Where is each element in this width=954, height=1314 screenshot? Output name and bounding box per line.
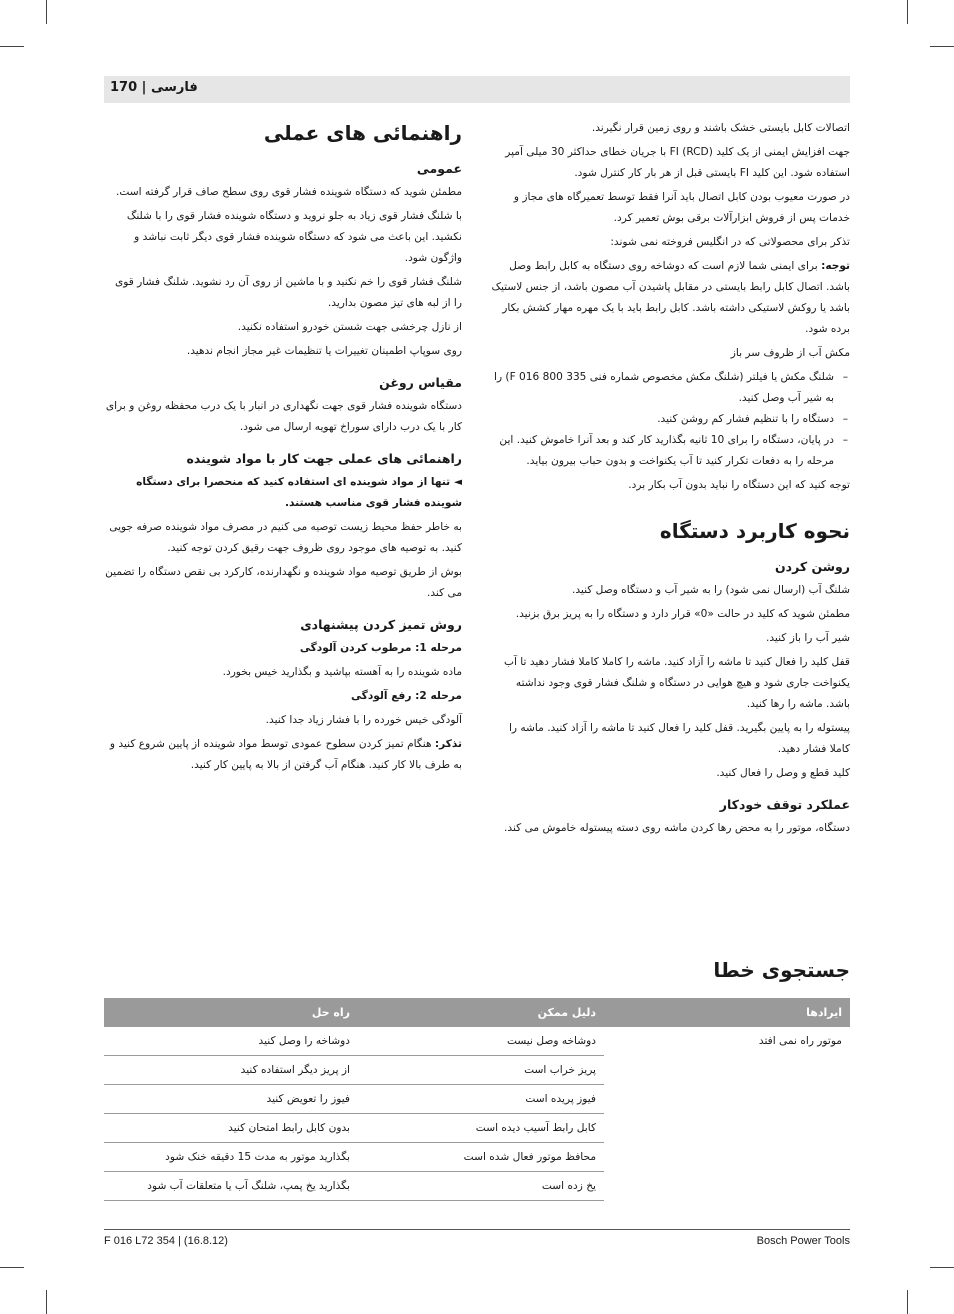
- switch-on-paragraph: مطمئن شوید که کلید در حالت «0» قرار دارد و دستگاه را به پریز برق بزنید.: [515, 608, 850, 620]
- general-paragraph: از نازل چرخشی جهت شستن خودرو استفاده نکنید.: [237, 321, 462, 333]
- intro-paragraph: جهت افزایش ایمنی از یک کلید FI (RCD) با جریان خطای حداکثر 30 میلی آمپر استفاده شود. این کلید FI بایستی قبل از هر بار کار کنترل شود.: [505, 146, 850, 179]
- switch-on-paragraph: پیستوله را به پایین بگیرید. قفل کلید را فعال کنید تا ماشه را آزاد کنید. ماشه را کاملا فشار دهید.: [508, 722, 850, 755]
- left-column: [104, 118, 462, 779]
- troubleshooting-title: جستجوی خطا: [713, 958, 850, 982]
- header-divider: |: [141, 80, 151, 95]
- header-label: [110, 80, 198, 95]
- header-language: فارسی: [150, 80, 198, 95]
- table-header-row: [104, 998, 850, 1027]
- list-item: – در پایان، دستگاه را برای 10 ثانیه بگذارید کار کند و بعد آنرا خاموش کنید. این مرحله را به دفعات تکرار کنید تا آب یکنواخت و بدون حباب بیرون بیاید.: [490, 430, 850, 472]
- caution-text: برای ایمنی شما لازم است که دوشاخه روی دستگاه به کابل رابط وصل باشد. اتصال کابل رابط بایستی در مقابل پاشیدن آب مصون باشد، از جنس لاستیک باشد یا روکش لاستیکی داشته باشد. کابل رابط باید با یک مهره مهار کشش بکار برده شود.: [491, 260, 850, 335]
- general-paragraph: با شلنگ فشار قوی زیاد به جلو نروید و دستگاه شوینده فشار قوی را با شلنگ نکشید. این باعث می شود که دستگاه شوینده فشار قوی دیگر ثابت نباشد و واژگون شود.: [126, 210, 462, 264]
- suction-caution: توجه کنید که این دستگاه را نباید بدون آب بکار برد.: [628, 479, 850, 491]
- oil-scale-paragraph: دستگاه شوینده فشار قوی جهت نگهداری در انبار با یک درب محفظه روغن و برای کار با یک درب دارای سوراخ تهویه ارسال می شود.: [105, 400, 462, 433]
- crop-mark: [0, 46, 24, 47]
- auto-stop-heading: عملکرد توقف خودکار: [719, 797, 850, 812]
- page-header: [104, 76, 850, 103]
- table-row: [104, 1027, 850, 1056]
- crop-mark: [907, 1290, 908, 1314]
- caution-label: توجه:: [821, 260, 850, 272]
- problem-cell: موتور راه نمی افتد: [758, 1035, 842, 1047]
- solution-cell: فیوز را تعویض کنید: [104, 1085, 358, 1114]
- crop-mark: [46, 1290, 47, 1314]
- footer-doc-code: F 016 L72 354 | (16.8.12): [104, 1235, 228, 1247]
- solution-cell: بگذارید موتور به مدت 15 دقیقه خنک شود: [104, 1143, 358, 1172]
- step1-title: مرحله 1: مرطوب کردن آلودگی: [299, 642, 462, 654]
- crop-mark: [907, 0, 908, 24]
- oil-scale-heading: مقیاس روغن: [379, 375, 462, 390]
- list-item: – شلنگ مکش یا فیلتر (شلنگ مکش مخصوص شماره فنی F 016 800 335) را به شیر آب وصل کنید.: [490, 367, 850, 409]
- step2-text: آلودگی خیس خورده را با فشار زیاد جدا کنید.: [265, 714, 462, 726]
- footer-brand: Bosch Power Tools: [756, 1235, 850, 1247]
- switch-on-paragraph: قفل کلید را فعال کنید تا ماشه را آزاد کنید. ماشه را کاملا کاملا فشار دهید تا آب یکنواخت جاری شود و هیچ هوایی در دستگاه و شلنگ فشار قوی وجود نداشته باشد. ماشه را رها کنید.: [504, 656, 850, 710]
- crop-mark: [46, 0, 47, 24]
- detergent-paragraph: به خاطر حفظ محیط زیست توصیه می کنیم در مصرف مواد شوینده صرفه جویی کنید. به توصیه های موجود روی ظروف جهت رقیق کردن توجه کنید.: [109, 521, 462, 554]
- crop-mark: [930, 1267, 954, 1268]
- detergent-paragraph: بوش از طریق توصیه مواد شوینده و نگهدارنده، کارکرد بی نقص دستگاه را تضمین می کند.: [105, 566, 462, 599]
- cause-cell: یخ زده است: [358, 1172, 604, 1201]
- header-solution: راه حل: [104, 998, 358, 1027]
- cause-cell: کابل رابط آسیب دیده است: [358, 1114, 604, 1143]
- cause-cell: فیوز پریده است: [358, 1085, 604, 1114]
- intro-paragraph: در صورت معیوب بودن کابل اتصال باید آنرا فقط توسط تعمیرگاه های مجاز و خدمات پس از فروش ابزارآلات برقی بوش تعمیر کرد.: [513, 191, 850, 224]
- page-number: 170: [110, 80, 138, 95]
- switch-on-paragraph: شلنگ آب (ارسال نمی شود) را به شیر آب و دستگاه وصل کنید.: [571, 584, 850, 596]
- general-heading: عمومی: [416, 161, 462, 176]
- cause-cell: پریز خراب است: [358, 1056, 604, 1085]
- cleaning-heading: روش تمیز کردن پیشنهادی: [300, 617, 462, 632]
- solution-cell: بدون کابل رابط امتحان کنید: [104, 1114, 358, 1143]
- detergent-warning: ◄ تنها از مواد شوینده ای استفاده کنید که منحصرا برای دستگاه شوینده فشار قوی مناسب هستند.: [136, 476, 462, 509]
- solution-cell: بگذارید یخ پمپ، شلنگ آب یا متعلقات آب شود: [104, 1172, 358, 1201]
- uk-note: تذکر برای محصولاتی که در انگلیس فروخته نمی شوند:: [610, 236, 850, 248]
- switch-on-paragraph: شیر آب را باز کنید.: [765, 632, 850, 644]
- suction-steps: [490, 367, 850, 472]
- list-item: – دستگاه را با تنظیم فشار کم روشن کنید.: [490, 409, 850, 430]
- general-paragraph: روی سوپاپ اطمینان تغییرات یا تنظیمات غیر مجاز انجام ندهید.: [186, 345, 462, 357]
- footer-divider: [104, 1229, 850, 1230]
- header-problem: ایرادها: [604, 998, 850, 1027]
- note-text: هنگام تمیز کردن سطوح عمودی توسط مواد شوینده از پایین شروع کنید و به طرف بالا کار کنید. هنگام آب گرفتن از بالا به پایین کار کنید.: [109, 738, 462, 771]
- solution-cell: دوشاخه را وصل کنید: [104, 1027, 358, 1056]
- crop-mark: [0, 1267, 24, 1268]
- switch-on-paragraph: کلید قطع و وصل را فعال کنید.: [716, 767, 850, 779]
- header-cause: دلیل ممکن: [358, 998, 604, 1027]
- caution-paragraph: [490, 256, 850, 340]
- general-paragraph: مطمئن شوید که دستگاه شوینده فشار قوی روی سطح صاف قرار گرفته است.: [116, 186, 462, 198]
- auto-stop-paragraph: دستگاه، موتور را به محض رها کردن ماشه روی دسته پیستوله خاموش می کند.: [504, 822, 850, 834]
- step2-title: مرحله 2: رفع آلودگی: [350, 690, 462, 702]
- solution-cell: از پریز دیگر استفاده کنید: [104, 1056, 358, 1085]
- switch-on-heading: روشن کردن: [775, 559, 850, 574]
- step1-text: ماده شوینده را به آهسته بپاشید و بگذارید خیس بخورد.: [222, 666, 462, 678]
- operation-title: نحوه کاربرد دستگاه: [659, 519, 850, 543]
- detergent-heading: راهنمائی های عملی جهت کار با مواد شوینده: [186, 451, 462, 466]
- note-label: تذکر:: [434, 738, 462, 750]
- cleaning-note: [104, 734, 462, 776]
- right-column: [490, 118, 850, 842]
- cause-cell: دوشاخه وصل نیست: [358, 1027, 604, 1056]
- crop-mark: [930, 46, 954, 47]
- cause-cell: محافظ موتور فعال شده است: [358, 1143, 604, 1172]
- practical-tips-title: راهنمائی های عملی: [263, 121, 462, 145]
- suction-intro: مکش آب از ظروف سر باز: [730, 347, 850, 359]
- troubleshooting-table: [104, 998, 850, 1201]
- intro-paragraph: اتصالات کابل بایستی خشک باشند و روی زمین قرار نگیرند.: [591, 122, 850, 134]
- general-paragraph: شلنگ فشار قوی را خم نکنید و با ماشین از روی آن رد نشوید. شلنگ فشار قوی را از لبه های تیز مصون بدارید.: [114, 276, 462, 309]
